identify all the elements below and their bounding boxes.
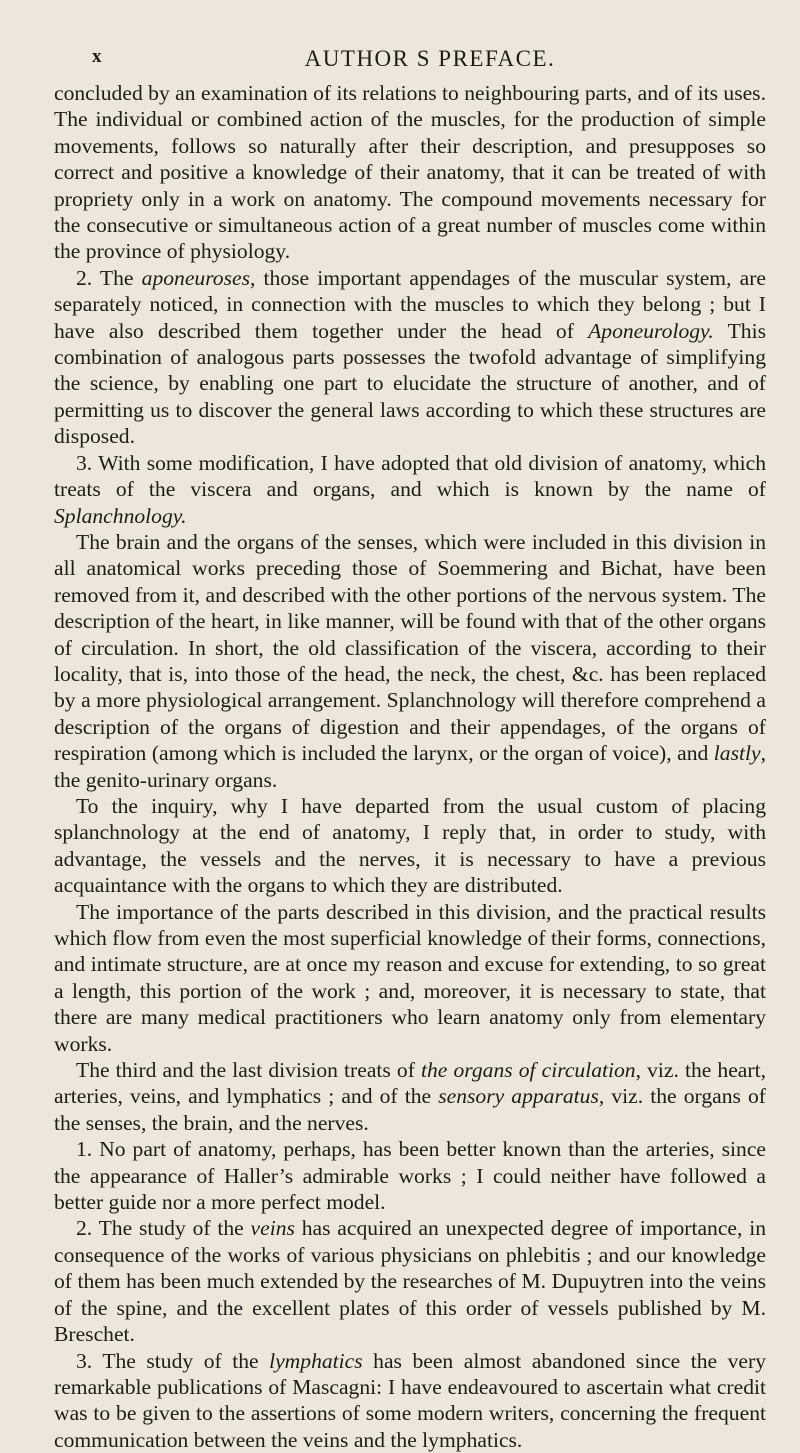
text-run: The brain and the organs of the senses, which were included in this division in all anatomical works preceding those of Soemmering and Bichat, have been removed from it, and described with the other portions of the nervous system. The description of the heart, in like manner, will be found with that of the other organs of circulation. In short, the old classification of the viscera, according to their locality, that is, into those of the head, the neck, the chest, &c. has been replaced by a more physiological arrangement. Splanchnology will therefore comprehend a description of the organs of digestion and their appendages, of the organs of respiration (among which is included the larynx, or the organ of voice), and	[54, 530, 766, 765]
text-run: The importance of the parts described in this division, and the practical results which flow from even the most superficial knowledge of their forms, connections, and intimate structure, are at once my reason and excuse for extending, to so great a length, this portion of the work ; and, moreover, it is necessary to state, that there are many medical practitioners who learn anatomy only from elementary works.	[54, 900, 766, 1056]
text-run: 3. The study of the	[76, 1349, 269, 1373]
italic-term: the organs of circulation	[421, 1058, 636, 1082]
italic-term: Splanchnology.	[54, 504, 187, 528]
running-head	[54, 46, 766, 80]
text-run: 2. The study of the	[76, 1216, 251, 1240]
text-run: , viz. the organs of the senses, the brain, and the nerves.	[54, 1084, 766, 1134]
paragraph-2	[54, 265, 766, 450]
text-run: To the inquiry, why I have departed from the usual custom of placing splanchnology at the end of anatomy, I reply that, in order to study, with advantage, the vessels and the nerves, it is necessary to have a previous acquaintance with the organs to which they are distributed.	[54, 794, 766, 897]
book-page	[0, 46, 800, 1432]
italic-term: sensory apparatus	[438, 1084, 599, 1108]
paragraph-5	[54, 793, 766, 899]
body-text	[54, 80, 766, 1453]
text-run: The third and the last division treats of	[76, 1058, 421, 1082]
text-run: concluded by an examination of its relations to neighbouring parts, and of its uses. The individual or combined action of the muscles, for the production of simple movements, follows so naturally after their description, and presupposes so correct and positive a knowledge of their anatomy, that it can be treated of with propriety only in a work on anatomy. The compound movements necessary for the consecutive or simultaneous action of a great number of muscles come within the province of physiology.	[54, 81, 766, 263]
text-run: has acquired an unexpected degree of importance, in consequence of the works of various physicians on phlebitis ; and our knowledge of them has been much extended by the researches of M. Dupuytren into the veins of the spine, and the excellent plates of this order of vessels published by M. Breschet.	[54, 1216, 766, 1346]
text-run: 1. No part of anatomy, perhaps, has been better known than the arteries, since the appearance of Haller’s admirable works ; I could neither have followed a better guide nor a more perfect model.	[54, 1137, 766, 1214]
text-run: , the genito-urinary organs.	[54, 741, 766, 791]
italic-term: veins	[251, 1216, 295, 1240]
italic-term: Aponeurology.	[588, 319, 714, 343]
paragraph-8	[54, 1136, 766, 1215]
paragraph-10	[54, 1348, 766, 1453]
italic-term: lastly	[714, 741, 761, 765]
paragraph-3	[54, 450, 766, 529]
text-run: has been almost abandoned since the very remarkable publications of Mascagni: I have endeavoured to ascertain what credit was to be given to the assertions of some modern writers, concerning the frequent communication between the veins and the lymphatics.	[54, 1349, 766, 1452]
text-run: 2. The	[76, 266, 142, 290]
paragraph-9	[54, 1215, 766, 1347]
paragraph-4	[54, 529, 766, 793]
paragraph-6	[54, 899, 766, 1057]
page-number: x	[92, 46, 102, 68]
text-run: , those important appendages of the muscular system, are separately noticed, in connection with the muscles to which they belong ; but I have also described them together under the head of	[54, 266, 766, 343]
text-run: This combination of analogous parts possesses the twofold advantage of simplifying the science, by enabling one part to elucidate the structure of another, and of permitting us to discover the general laws according to which these structures are disposed.	[54, 319, 766, 449]
text-run: , viz. the heart, arteries, veins, and lymphatics ; and of the	[54, 1058, 766, 1108]
italic-term: aponeuroses	[142, 266, 250, 290]
paragraph-7	[54, 1057, 766, 1136]
italic-term: lymphatics	[269, 1349, 363, 1373]
text-run: 3. With some modification, I have adopted that old division of anatomy, which treats of the viscera and organs, and which is known by the name of	[54, 451, 766, 501]
running-title: AUTHOR S PREFACE.	[54, 46, 766, 72]
paragraph-1	[54, 80, 766, 265]
